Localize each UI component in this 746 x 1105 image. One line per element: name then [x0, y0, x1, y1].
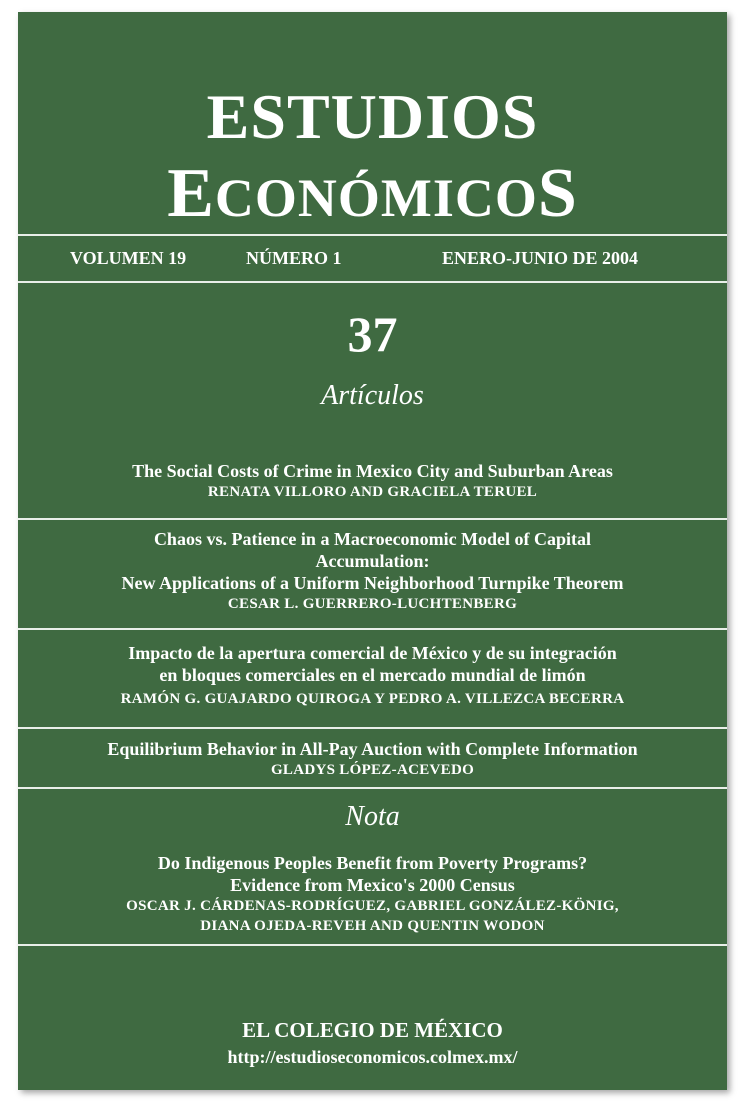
- divider-rule: [18, 518, 727, 520]
- article-entry: [18, 738, 727, 780]
- divider-rule: [18, 727, 727, 729]
- note-entry: [18, 852, 727, 936]
- divider-rule: [18, 281, 727, 283]
- article-title: New Applications of a Uniform Neighborhood Turnpike Theorem: [121, 573, 624, 593]
- article-authors: RAMÓN G. GUAJARDO QUIROGA Y PEDRO A. VILLEZCA BECERRA: [120, 691, 625, 707]
- article-authors: GLADYS LÓPEZ-ACEVEDO: [270, 762, 475, 778]
- number-label: NÚMERO 1: [246, 248, 342, 268]
- note-authors: DIANA OJEDA-REVEH AND QUENTIN WODON: [200, 918, 545, 934]
- note-title: Evidence from Mexico's 2000 Census: [230, 875, 515, 895]
- article-title: The Social Costs of Crime in Mexico City and Suburban Areas: [132, 461, 613, 481]
- article-title: Equilibrium Behavior in All-Pay Auction with Complete Information: [107, 739, 638, 759]
- divider-rule: [18, 787, 727, 789]
- section-heading-note: Nota: [345, 801, 400, 832]
- article-title: Accumulation:: [315, 551, 430, 571]
- issue-number: 37: [347, 306, 398, 362]
- article-title: Chaos vs. Patience in a Macroeconomic Model of Capital: [153, 529, 592, 549]
- journal-cover: [18, 12, 727, 1090]
- article-title: Impacto de la apertura comercial de México y de su integración: [128, 643, 617, 663]
- article-entry: [18, 460, 727, 502]
- title-final: S: [537, 155, 578, 232]
- volume-label: VOLUMEN 19: [70, 248, 187, 268]
- journal-title-line2: [18, 154, 727, 238]
- divider-rule: [18, 944, 727, 946]
- publisher-name: EL COLEGIO DE MÉXICO: [242, 1018, 503, 1042]
- section-heading-articles: Artículos: [321, 380, 424, 411]
- note-title: Do Indigenous Peoples Benefit from Poverty Programs?: [157, 853, 588, 873]
- date-label: ENERO-JUNIO DE 2004: [442, 248, 639, 268]
- journal-url: http://estudioseconomicos.colmex.mx/: [227, 1047, 518, 1067]
- divider-rule: [18, 234, 727, 236]
- article-entry: [18, 528, 727, 614]
- article-authors: CESAR L. GUERRERO-LUCHTENBERG: [227, 596, 518, 612]
- article-title: en bloques comerciales en el mercado mundial de limón: [159, 665, 586, 685]
- title-middle: CONÓMICO: [214, 168, 538, 228]
- divider-rule: [18, 628, 727, 630]
- note-authors: OSCAR J. CÁRDENAS-RODRÍGUEZ, GABRIEL GONZÁLEZ-KÖNIG,: [126, 898, 619, 914]
- article-entry: [18, 642, 727, 709]
- article-authors: RENATA VILLORO AND GRACIELA TERUEL: [207, 484, 538, 500]
- journal-title-line1: ESTUDIOS: [206, 81, 539, 152]
- title-initial: E: [167, 155, 215, 232]
